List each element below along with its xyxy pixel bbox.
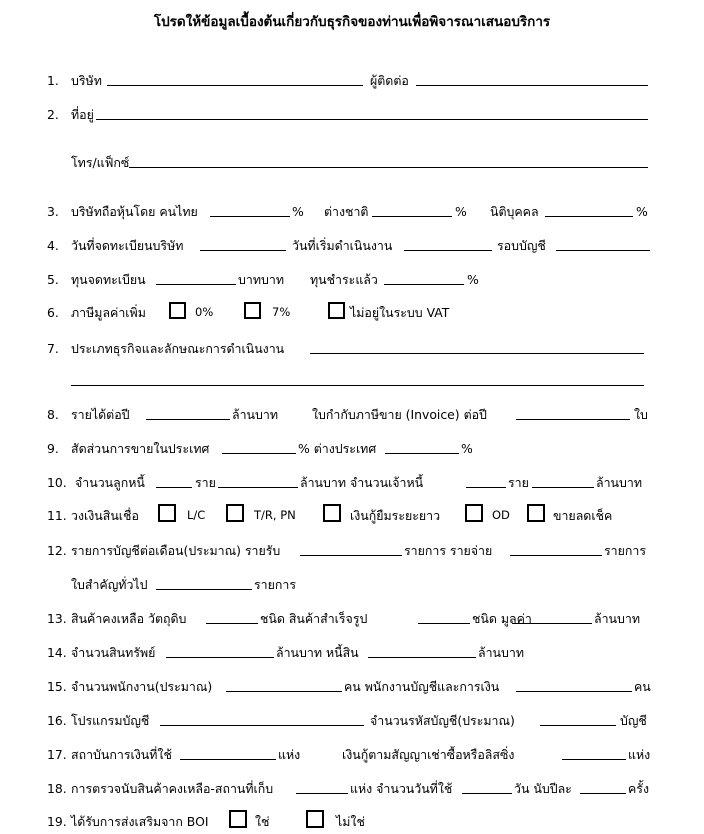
value-label: ชนิด มูลค่า xyxy=(472,611,532,626)
address-label: ที่อยู่ xyxy=(71,107,94,122)
annual-income-label: รายได้ต่อปี xyxy=(71,407,130,422)
business-type-field-line2[interactable] xyxy=(71,385,644,386)
start-date-field[interactable] xyxy=(404,250,492,251)
times-per-year-label: วัน นับปีละ xyxy=(514,781,572,796)
row-11 xyxy=(0,505,704,523)
lc-checkbox[interactable] xyxy=(158,504,176,522)
general-voucher-label: ใบสำคัญทั่วไป xyxy=(71,577,148,592)
form-title: โปรดให้ข้อมูลเบื้องต้นเกี่ยวกับธุรกิจของท่านเพื่อพิจารณาเสนอบริการ xyxy=(153,14,551,30)
boi-yes-label: ใช่ xyxy=(255,814,270,829)
accounting-program-field[interactable] xyxy=(160,725,364,726)
long-term-loan-checkbox[interactable] xyxy=(323,504,341,522)
vat-label: ภาษีมูลค่าเพิ่ม xyxy=(71,305,146,320)
days-used-label: แห่ง จำนวนวันที่ใช้ xyxy=(350,781,453,796)
item-number: 9. xyxy=(47,441,59,456)
foreign-share-label: ต่างชาติ xyxy=(324,204,369,219)
fiscal-year-field[interactable] xyxy=(556,250,650,251)
days-used-field[interactable] xyxy=(462,793,512,794)
od-checkbox[interactable] xyxy=(465,504,483,522)
times-per-year-field[interactable] xyxy=(580,793,626,794)
registered-capital-label: ทุนจดทะเบียน xyxy=(71,272,146,287)
boi-no-checkbox[interactable] xyxy=(306,810,324,828)
row-7-continued xyxy=(0,370,704,388)
assets-field[interactable] xyxy=(166,657,274,658)
raw-material-field[interactable] xyxy=(206,623,258,624)
vat-7-checkbox[interactable] xyxy=(244,302,261,319)
row-3 xyxy=(0,201,704,219)
raw-material-label: สินค้าคงเหลือ วัตถุดิบ xyxy=(71,611,187,626)
liabilities-label: ล้านบาท หนี้สิน xyxy=(276,645,359,660)
general-voucher-field[interactable] xyxy=(156,589,252,590)
percent-sign: % xyxy=(292,204,304,219)
places-label: แห่ง xyxy=(628,747,651,762)
monthly-entries-label: รายการบัญชีต่อเดือน(ประมาณ) รายรับ xyxy=(71,543,281,558)
row-12-continued xyxy=(0,574,704,592)
payments-label: รายการ รายจ่าย xyxy=(404,543,493,558)
item-number: 8. xyxy=(47,407,59,422)
row-2 xyxy=(0,104,704,122)
row-15 xyxy=(0,676,704,694)
receipts-field[interactable] xyxy=(300,555,402,556)
registered-capital-field[interactable] xyxy=(156,284,236,285)
row-4 xyxy=(0,235,704,253)
credit-line-label: วงเงินสินเชื่อ xyxy=(71,508,139,523)
payments-field[interactable] xyxy=(510,555,602,556)
company-label: บริษัท xyxy=(71,73,102,88)
million-baht-label: ล้านบาท xyxy=(478,645,525,660)
long-term-loan-label: เงินกู้ยืมระยะยาว xyxy=(350,508,441,523)
item-number: 16. xyxy=(47,713,67,728)
item-number: 14. xyxy=(47,645,67,660)
lc-label: L/C xyxy=(187,508,206,522)
boi-label: ได้รับการส่งเสริมจาก BOI xyxy=(71,814,209,829)
item-number: 17. xyxy=(47,747,67,762)
staff-field[interactable] xyxy=(226,691,342,692)
vat-0-checkbox[interactable] xyxy=(169,302,186,319)
storage-places-field[interactable] xyxy=(296,793,348,794)
account-codes-field[interactable] xyxy=(540,725,616,726)
places-label: แห่ง xyxy=(278,747,301,762)
thai-share-label: บริษัทถือหุ้นโดย คนไทย xyxy=(71,204,198,219)
times-label: ครั้ง xyxy=(628,781,649,796)
percent-sign: % xyxy=(461,441,473,456)
row-1 xyxy=(0,70,704,88)
tr-pn-checkbox[interactable] xyxy=(226,504,244,522)
business-type-field[interactable] xyxy=(310,353,644,354)
row-10 xyxy=(0,472,704,490)
invoice-label: ใบกำกับภาษีขาย (Invoice) ต่อปี xyxy=(312,407,487,422)
persons-label: คน xyxy=(634,679,651,694)
paid-capital-label: ทุนชำระแล้ว xyxy=(310,272,378,287)
no-vat-label: ไม่อยู่ในระบบ VAT xyxy=(350,305,450,320)
domestic-sales-field[interactable] xyxy=(222,453,296,454)
item-number: 5. xyxy=(47,272,59,287)
row-12 xyxy=(0,540,704,558)
item-number: 10. xyxy=(47,475,67,490)
leasing-field[interactable] xyxy=(562,759,626,760)
million-baht-label: ล้านบาท xyxy=(596,475,643,490)
registration-date-label: วันที่จดทะเบียนบริษัท xyxy=(71,238,184,253)
paid-capital-field[interactable] xyxy=(384,284,464,285)
count-label: ราย xyxy=(508,475,529,490)
percent-sign: % xyxy=(636,204,648,219)
row-19 xyxy=(0,811,704,829)
phone-label: โทร/แฟ็กซ์ xyxy=(71,155,130,170)
row-7 xyxy=(0,338,704,356)
row-9 xyxy=(0,438,704,456)
row-6 xyxy=(0,302,704,320)
assets-label: จำนวนสินทรัพย์ xyxy=(71,645,156,660)
stock-count-label: การตรวจนับสินค้าคงเหลือ-สถานที่เก็บ xyxy=(71,781,274,796)
item-number: 1. xyxy=(47,73,59,88)
item-number: 3. xyxy=(47,204,59,219)
item-number: 12. xyxy=(47,543,67,558)
creditors-label: ล้านบาท จำนวนเจ้าหนี้ xyxy=(300,475,424,490)
row-14 xyxy=(0,642,704,660)
baht-label: บาทบาท xyxy=(238,272,284,287)
domestic-sales-label: สัดส่วนการขายในประเทศ xyxy=(71,441,210,456)
accounts-label: บัญชี xyxy=(620,713,647,728)
contact-label: ผู้ติดต่อ xyxy=(370,73,409,88)
row-18 xyxy=(0,778,704,796)
accounting-program-label: โปรแกรมบัญชี xyxy=(71,713,150,728)
item-number: 4. xyxy=(47,238,59,253)
staff-label: จำนวนพนักงาน(ประมาณ) xyxy=(71,679,213,694)
address-field[interactable] xyxy=(96,119,648,120)
percent-sign: % xyxy=(455,204,467,219)
juristic-share-label: นิติบุคคล xyxy=(490,204,539,219)
row-8 xyxy=(0,404,704,422)
cheque-discount-label: ขายลดเช็ค xyxy=(553,508,613,523)
banks-label: สถาบันการเงินที่ใช้ xyxy=(71,747,172,762)
od-label: OD xyxy=(492,508,510,522)
item-number: 7. xyxy=(47,341,59,356)
percent-sign: % xyxy=(467,272,479,287)
boi-no-label: ไม่ใช่ xyxy=(336,814,365,829)
vat-7-label: 7% xyxy=(272,305,291,319)
accounting-staff-label: คน พนักงานบัญชีและการเงิน xyxy=(344,679,500,694)
vat-0-label: 0% xyxy=(195,305,214,319)
boi-yes-checkbox[interactable] xyxy=(229,810,247,828)
row-5 xyxy=(0,269,704,287)
item-number: 6. xyxy=(47,305,59,320)
items-label: รายการ xyxy=(604,543,646,558)
item-number: 18. xyxy=(47,781,67,796)
phone-field[interactable] xyxy=(129,167,648,168)
debtors-label: จำนวนลูกหนี้ xyxy=(75,475,145,490)
leasing-label: เงินกู้ตามสัญญาเช่าซื้อหรือลิสซิ่ง xyxy=(342,747,515,762)
row-16 xyxy=(0,710,704,728)
million-baht-label: ล้านบาท xyxy=(594,611,641,626)
creditors-count-field[interactable] xyxy=(466,487,506,488)
count-label: ราย xyxy=(195,475,216,490)
foreign-sales-field[interactable] xyxy=(385,453,459,454)
item-number: 11. xyxy=(47,508,67,523)
row-17 xyxy=(0,744,704,762)
debtors-amount-field[interactable] xyxy=(218,487,298,488)
start-date-label: วันที่เริ่มดำเนินงาน xyxy=(292,238,393,253)
million-baht-label: ล้านบาท xyxy=(232,407,279,422)
contact-field[interactable] xyxy=(416,85,648,86)
liabilities-field[interactable] xyxy=(368,657,476,658)
accounting-staff-field[interactable] xyxy=(516,691,632,692)
foreign-share-field[interactable] xyxy=(372,216,452,217)
stock-value-field[interactable] xyxy=(512,623,592,624)
annual-income-field[interactable] xyxy=(146,419,230,420)
no-vat-checkbox[interactable] xyxy=(328,302,345,319)
debtors-count-field[interactable] xyxy=(156,487,192,488)
invoice-count-field[interactable] xyxy=(516,419,630,420)
creditors-amount-field[interactable] xyxy=(532,487,594,488)
thai-share-field[interactable] xyxy=(210,216,290,217)
finished-goods-label: ชนิด สินค้าสำเร็จรูป xyxy=(260,611,368,626)
item-number: 13. xyxy=(47,611,67,626)
cheque-discount-checkbox[interactable] xyxy=(527,504,545,522)
account-codes-label: จำนวนรหัสบัญชี(ประมาณ) xyxy=(370,713,515,728)
item-number: 15. xyxy=(47,679,67,694)
sheets-label: ใบ xyxy=(634,407,648,422)
company-field[interactable] xyxy=(107,85,363,86)
row-2-phone xyxy=(0,152,704,170)
tr-pn-label: T/R, PN xyxy=(254,508,296,522)
banks-field[interactable] xyxy=(180,759,276,760)
juristic-share-field[interactable] xyxy=(545,216,633,217)
fiscal-year-label: รอบบัญชี xyxy=(497,238,546,253)
item-number: 19. xyxy=(47,814,67,829)
row-13 xyxy=(0,608,704,626)
registration-date-field[interactable] xyxy=(200,250,286,251)
foreign-sales-label: % ต่างประเทศ xyxy=(298,441,377,456)
item-number: 2. xyxy=(47,107,59,122)
business-type-label: ประเภทธุรกิจและลักษณะการดำเนินงาน xyxy=(71,341,285,356)
items-label: รายการ xyxy=(254,577,296,592)
finished-goods-field[interactable] xyxy=(418,623,470,624)
